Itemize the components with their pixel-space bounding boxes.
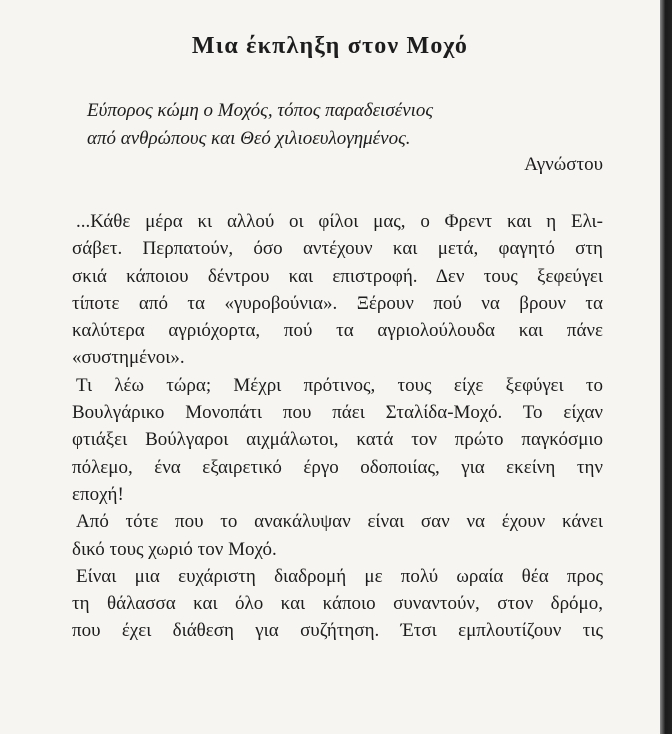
text-line: δικό τους χωριό τον Μοχό. [72,538,277,560]
text-line: που έχει διάθεση για συζήτηση. Έτσι εμπλουτίζουν τις [72,620,603,642]
epigraph-author: Αγνώστου [524,154,603,175]
text-line: φτιάξει Βούλγαροι αιχμάλωτοι, κατά τον πρώτο παγκόσμιο [72,429,603,451]
text-line: σάβετ. Περπατούν, όσο αντέχουν και μετά, φαγητό στη [72,238,603,260]
text-line: Βουλγάρικο Μονοπάτι που πάει Σταλίδα-Μοχό. Το είχαν [72,402,603,424]
page-edge-shadow [660,0,672,734]
epigraph-line: Εύπορος κώμη ο Μοχός, τόπος παραδεισένιος [87,100,434,121]
text-line: εποχή! [72,483,124,505]
body-text [72,208,603,645]
epigraph-line: από ανθρώπους και Θεό χιλιοευλογημένος. [87,128,411,149]
text-line: σκιά κάποιου δέντρου και επιστροφή. Δεν τους ξεφεύγει [72,265,603,287]
text-line: Είναι μια ευχάριστη διαδρομή με πολύ ωραία θέα προς [76,565,603,587]
chapter-title: Μια έκπληξη στον Μοχό [191,33,469,59]
text-line: Από τότε που το ανακάλυψαν είναι σαν να έχουν κάνει [76,511,603,533]
text-line: ...Κάθε μέρα κι αλλού οι φίλοι μας, ο Φρεντ και η Ελι- [76,211,603,232]
text-line: «συστημένοι». [72,347,185,369]
text-line: τη θάλασσα και όλο και κάποιο συναντούν, στον δρόμο, [72,593,603,615]
paragraph [72,563,603,645]
text-line: καλύτερα αγριόχορτα, πού τα αγριολούλουδα και πάνε [72,320,603,342]
paragraph [72,372,603,508]
text-line: τίποτε από τα «γυροβούνια». Ξέρουν πού να βρουν τα [72,292,603,314]
paragraph [72,508,603,563]
text-line: Τι λέω τώρα; Μέχρι πρότινος, τους είχε ξεφύγει το [76,374,603,396]
paragraph [72,208,603,372]
epigraph [87,97,433,153]
text-line: πόλεμο, ένα εξαιρετικό έργο οδοποιίας, για εκείνη την [72,456,603,478]
